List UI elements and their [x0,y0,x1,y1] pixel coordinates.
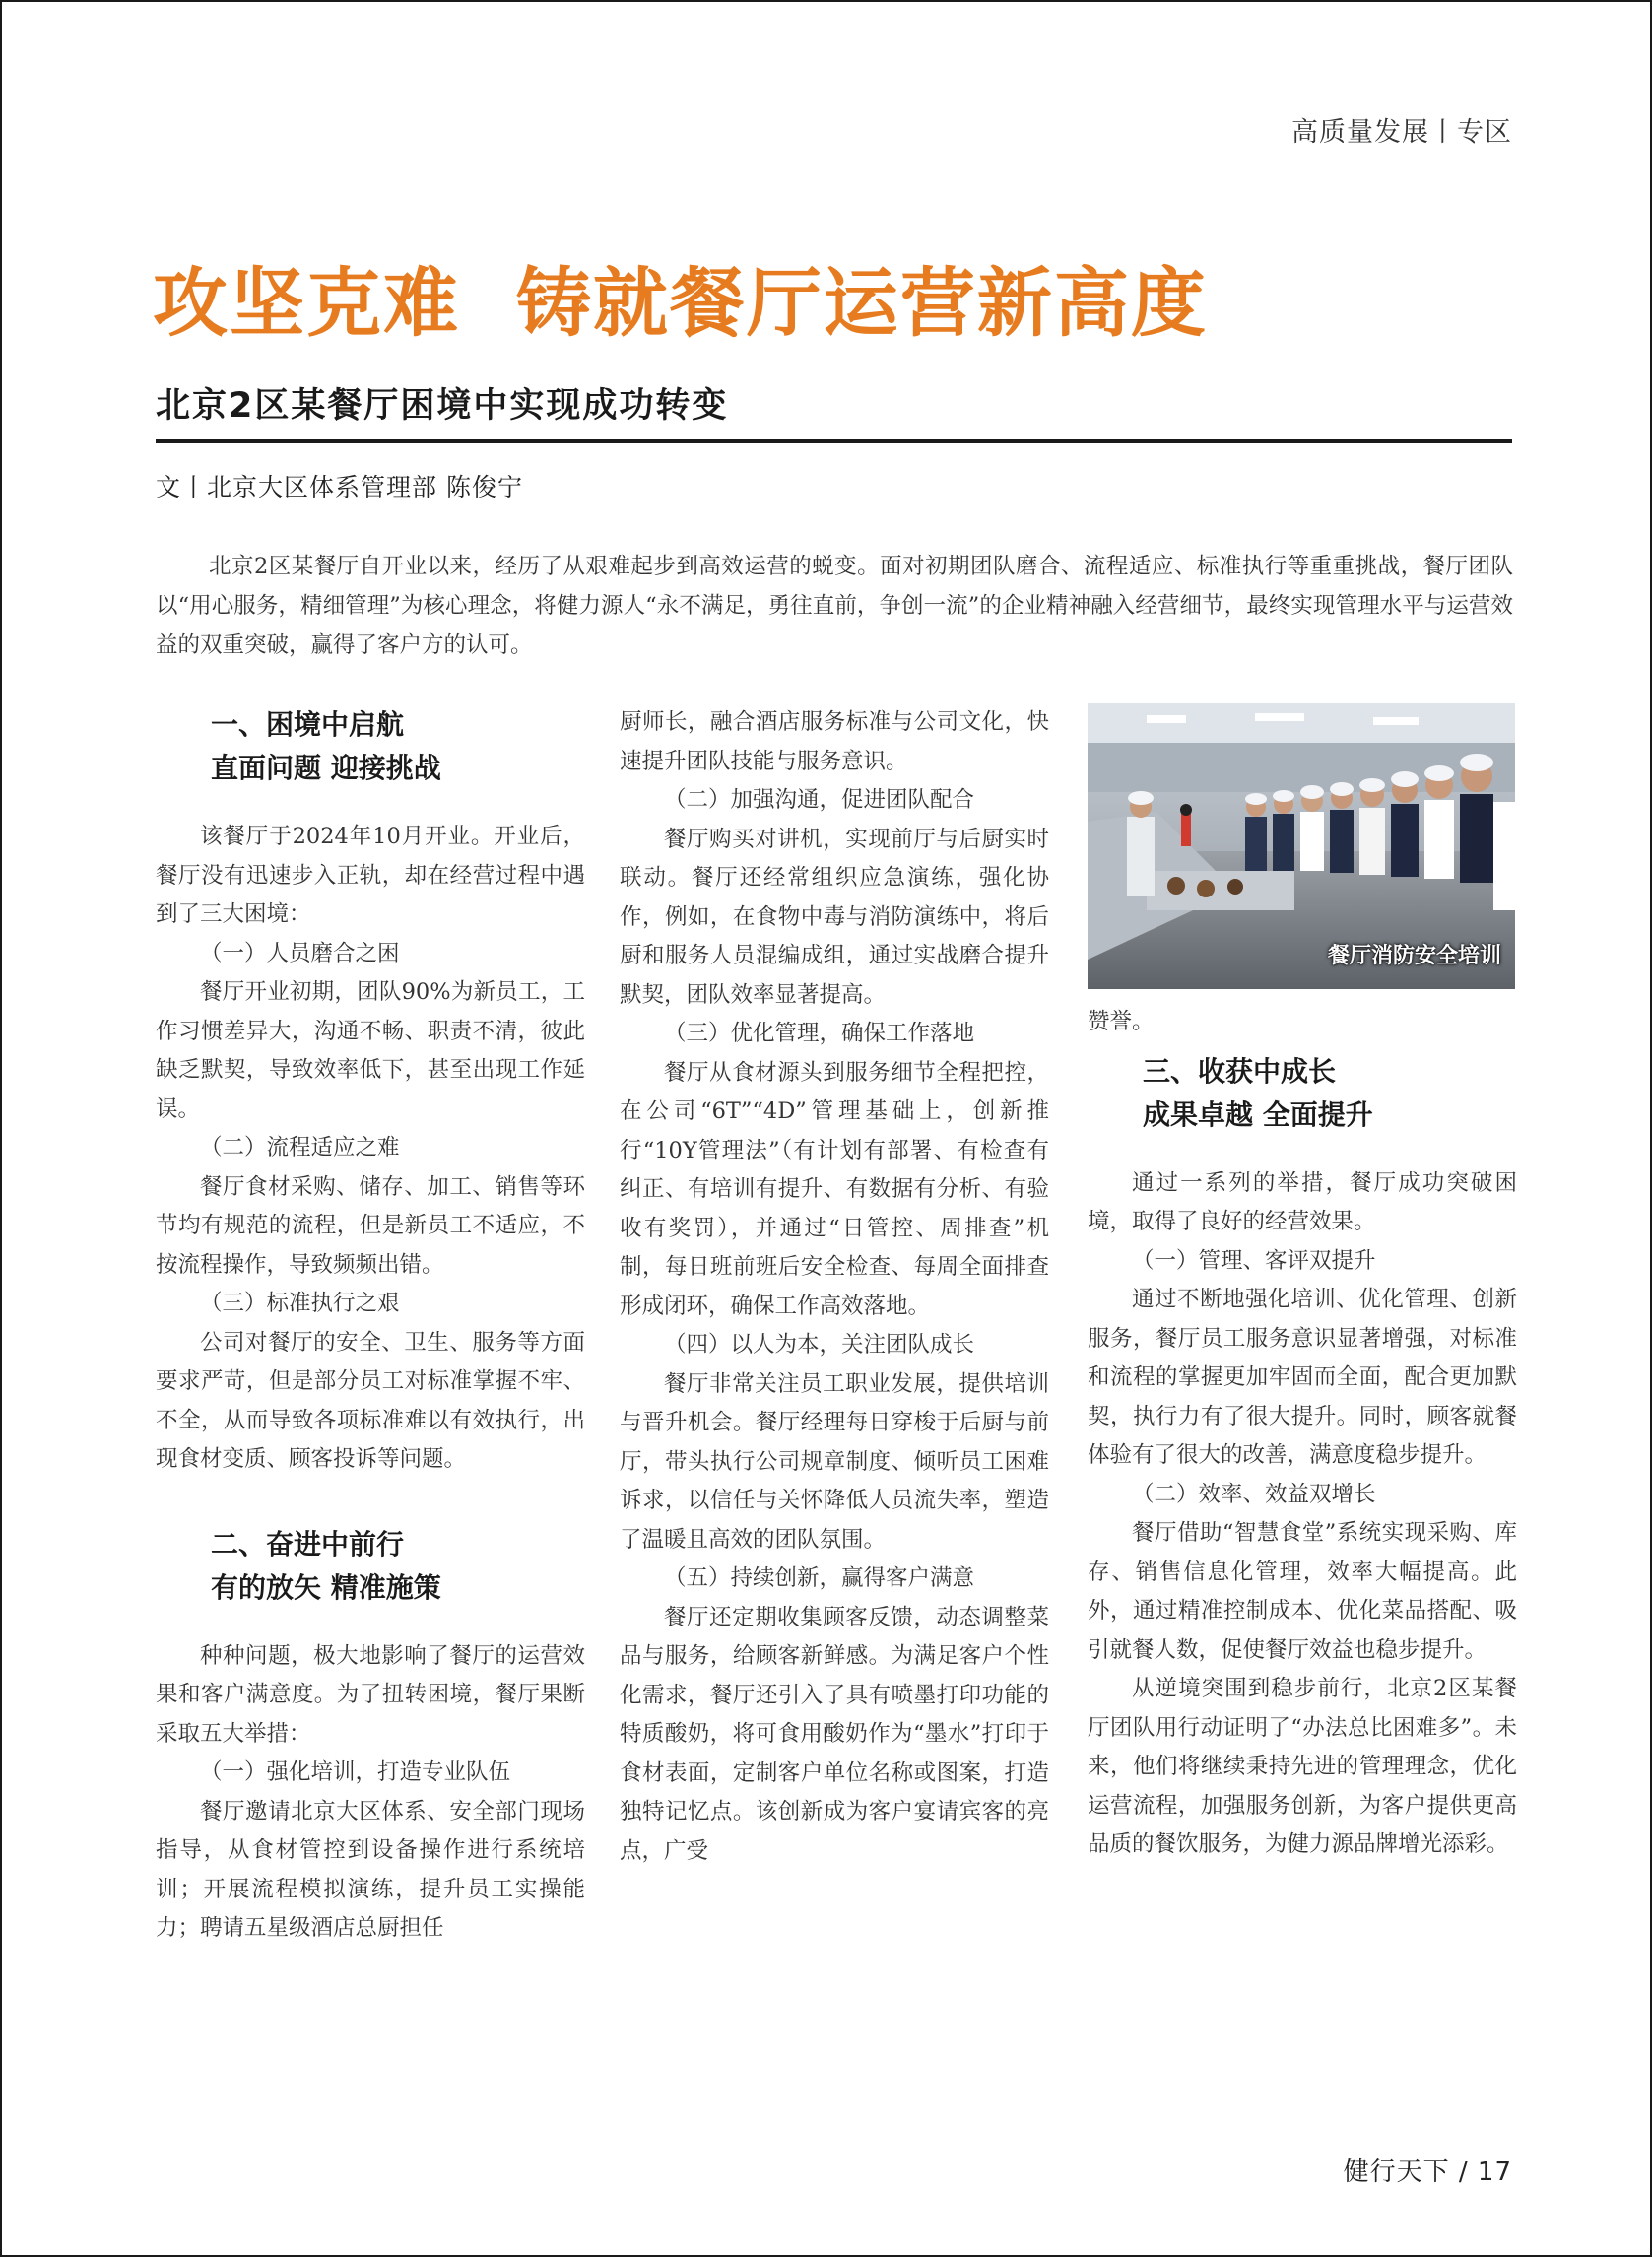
section2-heading-line2: 有的放矢 精准施策 [211,1570,441,1604]
section2-paragraph: 餐厅还定期收集顾客反馈，动态调整菜品与服务，给顾客新鲜感。为满足客户个性化需求，餐厅还引入了具有喷墨打印功能的特质酸奶，将可食用酸奶作为“墨水”打印于食材表面，定制客户单位名称或图案，打造独特记忆点。该创新成为客户宴请宾客的亮点，广受 [620,1604,1049,1864]
section3-heading-line2: 成果卓越 全面提升 [1143,1097,1373,1131]
title-divider [156,439,1512,443]
section2-subheading: （五）持续创新，赢得客户满意 [664,1565,975,1591]
section2-paragraph-continued: 厨师长，融合酒店服务标准与公司文化，快速提升团队技能与服务意识。 [620,709,1049,774]
section-tag: 高质量发展丨专区 [1291,117,1512,148]
section2-subheading: （四）以人为本，关注团队成长 [664,1332,975,1358]
section2-paragraph-continued: 赞誉。 [1088,1009,1155,1034]
section3-heading-line1: 三、收获中成长 [1143,1054,1337,1088]
article-title: 攻坚克难 铸就餐厅运营新高度 [153,259,1208,347]
section3-subheading: （一）管理、客评双提升 [1132,1247,1376,1274]
intro-paragraph: 北京2区某餐厅自开业以来，经历了从艰难起步到高效运营的蜕变。面对初期团队磨合、流程适应、标准执行等重重挑战，餐厅团队以“用心服务，精细管理”为核心理念，将健力源人“永不满足，勇往直前，争创一流”的企业精神融入经营细节，最终实现管理水平与运营效益的双重突破，赢得了客户方的认可。 [156,554,1513,658]
byline: 文丨北京大区体系管理部 陈俊宁 [156,473,523,501]
section3-subheading: （二）效率、效益双增长 [1132,1481,1376,1507]
column-3 [1088,703,1517,1865]
section2-paragraph: 餐厅非常关注员工职业发展，提供培训与晋升机会。餐厅经理每日穿梭于后厨与前厅，带头执行公司规章制度、倾听员工困难诉求，以信任与关怀降低人员流失率，塑造了温暖且高效的团队氛围。 [620,1370,1049,1553]
section3-paragraph: 餐厅借助“智慧食堂”系统实现采购、库存、销售信息化管理，效率大幅提高。此外，通过精准控制成本、优化菜品搭配、吸引就餐人数，促使餐厅效益也稳步提升。 [1088,1520,1517,1663]
section1-subheading: （一）人员磨合之困 [200,940,400,966]
photo-caption: 餐厅消防安全培训 [1327,943,1501,968]
section3-paragraph: 从逆境突围到稳步前行，北京2区某餐厅团队用行动证明了“办法总比困难多”。未来，他们将继续秉持先进的管理理念，优化运营流程，加强服务创新，为客户提供更高品质的餐饮服务，为健力源品牌增光添彩。 [1088,1676,1517,1857]
section1-paragraph: 公司对餐厅的安全、卫生、服务等方面要求严苛，但是部分员工对标准掌握不牢、不全，从而导致各项标准难以有效执行，出现食材变质、顾客投诉等问题。 [156,1329,585,1472]
section2-paragraph: 餐厅邀请北京大区体系、安全部门现场指导，从食材管控到设备操作进行系统培训；开展流程模拟演练，提升员工实操能力；聘请五星级酒店总厨担任 [156,1798,585,1941]
section2-subheading: （二）加强沟通，促进团队配合 [664,787,975,813]
section2-paragraph: 餐厅从食材源头到服务细节全程把控，在公司“6T”“4D”管理基础上，创新推行“10Y管理法”（有计划有部署、有检查有纠正、有培训有提升、有数据有分析、有验收有奖罚），并通过“日管控、周排查”机制，每日班前班后安全检查、每周全面排查形成闭环，确保工作高效落地。 [620,1059,1049,1319]
section1-subheading: （三）标准执行之艰 [200,1291,400,1316]
section1-paragraph: 该餐厅于2024年10月开业。开业后，餐厅没有迅速步入正轨，却在经营过程中遇到了三大困境： [156,824,585,927]
section1-heading-line1: 一、困境中启航 [211,708,405,741]
column-2 [620,703,1049,1871]
section2-heading-line1: 二、奋进中前行 [211,1527,405,1560]
training-photo [1088,703,1515,989]
section3-paragraph: 通过一系列的举措，餐厅成功突破困境，取得了良好的经营效果。 [1088,1169,1517,1234]
section3-paragraph: 通过不断地强化培训、优化管理、创新服务，餐厅员工服务意识显著增强，对标准和流程的掌握更加牢固而全面，配合更加默契，执行力有了很大提升。同时，顾客就餐体验有了很大的改善，满意度稳步提升。 [1088,1287,1517,1468]
article-subtitle: 北京2区某餐厅困境中实现成功转变 [156,386,729,426]
page-footer: 健行天下 / 17 [1343,2157,1512,2187]
section1-subheading: （二）流程适应之难 [200,1135,400,1161]
section1-paragraph: 餐厅开业初期，团队90%为新员工，工作习惯差异大，沟通不畅、职责不清，彼此缺乏默契，导致效率低下，甚至出现工作延误。 [156,979,585,1122]
section2-paragraph: 种种问题，极大地影响了餐厅的运营效果和客户满意度。为了扭转困境，餐厅果断采取五大举措： [156,1642,585,1747]
column-1 [156,703,585,1949]
section2-paragraph: 餐厅购买对讲机，实现前厅与后厨实时联动。餐厅还经常组织应急演练，强化协作，例如，在食物中毒与消防演练中，将后厨和服务人员混编成组，通过实战磨合提升默契，团队效率显著提高。 [620,826,1049,1008]
section2-subheading: （一）强化培训，打造专业队伍 [200,1759,511,1785]
section2-subheading: （三）优化管理，确保工作落地 [664,1021,975,1046]
section1-heading-line2: 直面问题 迎接挑战 [211,752,441,784]
section1-paragraph: 餐厅食材采购、储存、加工、销售等环节均有规范的流程，但是新员工不适应，不按流程操作，导致频频出错。 [156,1173,585,1278]
